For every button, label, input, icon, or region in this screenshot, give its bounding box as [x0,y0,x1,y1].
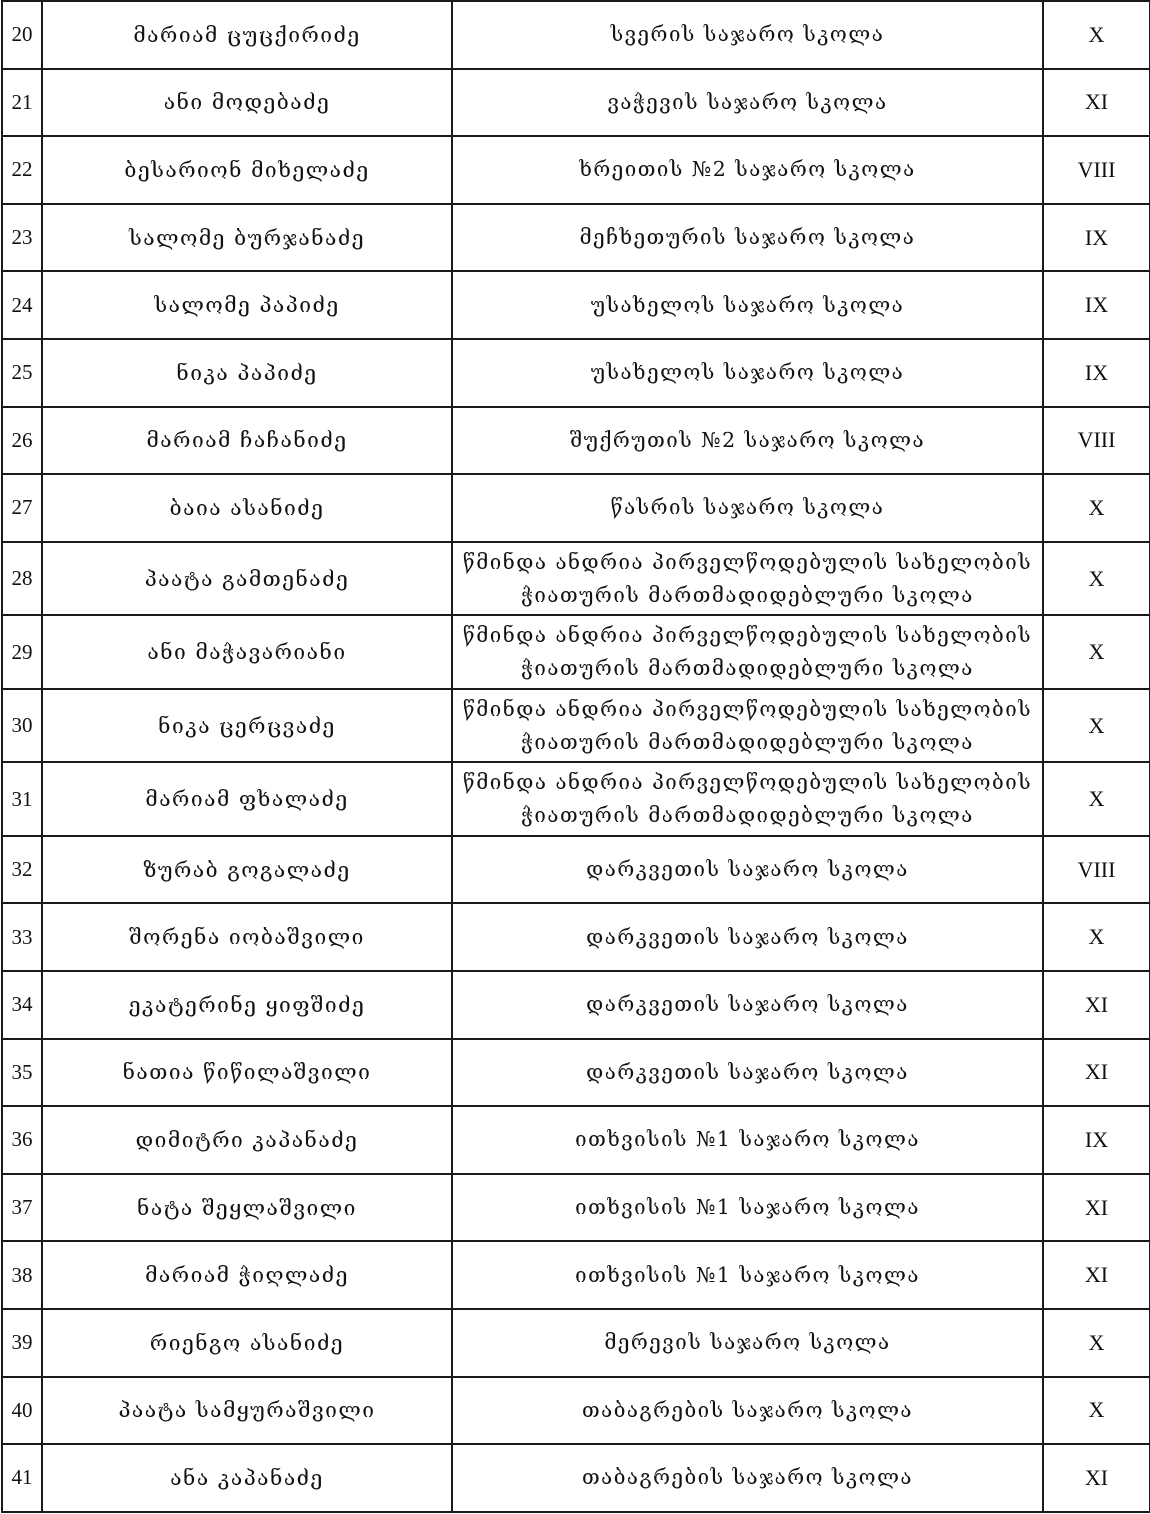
table-row [2,1174,1150,1242]
grade: VIII [1043,836,1150,904]
grade: XI [1043,1039,1150,1107]
school-name-line: ვაჭევის საჯარო სკოლა [607,89,888,114]
school-name-line: ითხვისის №1 საჯარო სკოლა [575,1195,920,1220]
table-row [2,971,1150,1039]
school-name [452,1106,1043,1174]
row-number: 26 [2,407,42,475]
table-row [2,903,1150,971]
participants-table-body [2,1,1150,1512]
school-name [452,474,1043,542]
student-name: ანი მაჭავარიანი [42,615,452,689]
grade: X [1043,615,1150,689]
row-number: 28 [2,542,42,616]
school-name [452,689,1043,763]
school-name [452,1241,1043,1309]
school-name-line: თაბაგრების საჯარო სკოლა [581,1397,914,1422]
table-row [2,136,1150,204]
school-name-line: თაბაგრების საჯარო სკოლა [581,1465,914,1490]
student-name: პაატა გამთენაძე [42,542,452,616]
student-name: ნატა შეყლაშვილი [42,1174,452,1242]
school-name-line: ითხვისის №1 საჯარო სკოლა [575,1127,920,1152]
row-number: 34 [2,971,42,1039]
student-name: ნიკა ცერცვაძე [42,689,452,763]
grade: IX [1043,271,1150,339]
row-number: 23 [2,204,42,272]
row-number: 29 [2,615,42,689]
table-row [2,1241,1150,1309]
grade: XI [1043,1241,1150,1309]
school-name-line: ჭიათურის მართმადიდებლური სკოლა [521,803,974,827]
grade: XI [1043,1174,1150,1242]
school-name [452,339,1043,407]
row-number: 36 [2,1106,42,1174]
school-name-line: დარკვეთის საჯარო სკოლა [586,924,909,949]
student-name: ბესარიონ მიხელაძე [42,136,452,204]
school-name-line: მეჩხეთურის საჯარო სკოლა [579,225,916,250]
grade: X [1043,689,1150,763]
school-name [452,1377,1043,1445]
grade: IX [1043,204,1150,272]
school-name-line: წმინდა ანდრია პირველწოდებულის სახელობის [462,549,1033,574]
student-name: ზურაბ გოგალაძე [42,836,452,904]
school-name-line: ხრეითის №2 საჯარო სკოლა [579,157,916,182]
grade: IX [1043,339,1150,407]
grade: VIII [1043,136,1150,204]
table-row [2,271,1150,339]
school-name [452,615,1043,689]
grade: VIII [1043,407,1150,475]
table-row [2,689,1150,763]
student-name: მარიამ ცუცქირიძე [42,1,452,69]
school-name-line: უსახელოს საჯარო სკოლა [590,360,905,385]
table-row [2,1039,1150,1107]
row-number: 21 [2,69,42,137]
school-name [452,1,1043,69]
row-number: 20 [2,1,42,69]
student-name: დიმიტრი კაპანაძე [42,1106,452,1174]
student-name: პაატა სამყურაშვილი [42,1377,452,1445]
grade: XI [1043,69,1150,137]
student-name: მარიამ ჭიღლაძე [42,1241,452,1309]
row-number: 30 [2,689,42,763]
row-number: 41 [2,1444,42,1512]
row-number: 31 [2,762,42,836]
school-name [452,1039,1043,1107]
school-name-line: წმინდა ანდრია პირველწოდებულის სახელობის [462,623,1033,647]
school-name [452,762,1043,836]
school-name [452,1309,1043,1377]
student-name: ნათია წიწილაშვილი [42,1039,452,1107]
grade: X [1043,903,1150,971]
school-name-line: ჭიათურის მართმადიდებლური სკოლა [521,729,974,754]
table-row [2,339,1150,407]
table-row [2,474,1150,542]
school-name [452,542,1043,616]
school-name-line: ჭიათურის მართმადიდებლური სკოლა [521,656,974,680]
row-number: 40 [2,1377,42,1445]
school-name-line: წასრის საჯარო სკოლა [610,495,885,520]
table-row [2,1,1150,69]
row-number: 39 [2,1309,42,1377]
school-name-line: უსახელოს საჯარო სკოლა [590,292,905,317]
row-number: 27 [2,474,42,542]
student-name: ეკატერინე ყიფშიძე [42,971,452,1039]
school-name-line: შუქრუთის №2 საჯარო სკოლა [569,427,926,452]
school-name [452,136,1043,204]
student-name: ანი მოდებაძე [42,69,452,137]
table-row [2,69,1150,137]
school-name-line: სვერის საჯარო სკოლა [610,22,885,47]
table-row [2,542,1150,616]
student-name: მარიამ ჩაჩანიძე [42,407,452,475]
grade: X [1043,762,1150,836]
grade: IX [1043,1106,1150,1174]
table-row [2,836,1150,904]
grade: X [1043,1309,1150,1377]
school-name-line: დარკვეთის საჯარო სკოლა [586,992,909,1017]
grade: XI [1043,971,1150,1039]
table-row [2,615,1150,689]
student-name: ნიკა პაპიძე [42,339,452,407]
student-name: რიენგო ასანიძე [42,1309,452,1377]
student-name: მარიამ ფხალაძე [42,762,452,836]
school-name [452,836,1043,904]
table-row [2,1309,1150,1377]
school-name-line: წმინდა ანდრია პირველწოდებულის სახელობის [462,696,1033,721]
row-number: 32 [2,836,42,904]
school-name [452,407,1043,475]
school-name-line: ჭიათურის მართმადიდებლური სკოლა [521,582,974,607]
school-name [452,903,1043,971]
row-number: 22 [2,136,42,204]
table-row [2,407,1150,475]
school-name [452,971,1043,1039]
student-name: სალომე ბურჯანაძე [42,204,452,272]
row-number: 35 [2,1039,42,1107]
school-name [452,1174,1043,1242]
school-name [452,204,1043,272]
table-row [2,1444,1150,1512]
school-name-line: დარკვეთის საჯარო სკოლა [586,857,909,882]
school-name [452,1444,1043,1512]
row-number: 33 [2,903,42,971]
table-row [2,204,1150,272]
row-number: 24 [2,271,42,339]
grade: X [1043,1,1150,69]
grade: XI [1043,1444,1150,1512]
school-name [452,69,1043,137]
grade: X [1043,542,1150,616]
school-name [452,271,1043,339]
row-number: 25 [2,339,42,407]
school-name-line: მერევის საჯარო სკოლა [604,1330,891,1355]
grade: X [1043,1377,1150,1445]
table-row [2,1377,1150,1445]
student-name: სალომე პაპიძე [42,271,452,339]
table-row [2,1106,1150,1174]
participants-table [1,0,1150,1513]
grade: X [1043,474,1150,542]
school-name-line: წმინდა ანდრია პირველწოდებულის სახელობის [462,770,1033,794]
student-name: ბაია ასანიძე [42,474,452,542]
student-name: შორენა იობაშვილი [42,903,452,971]
student-name: ანა კაპანაძე [42,1444,452,1512]
school-name-line: ითხვისის №1 საჯარო სკოლა [575,1262,920,1287]
table-row [2,762,1150,836]
row-number: 38 [2,1241,42,1309]
row-number: 37 [2,1174,42,1242]
school-name-line: დარკვეთის საჯარო სკოლა [586,1059,909,1084]
